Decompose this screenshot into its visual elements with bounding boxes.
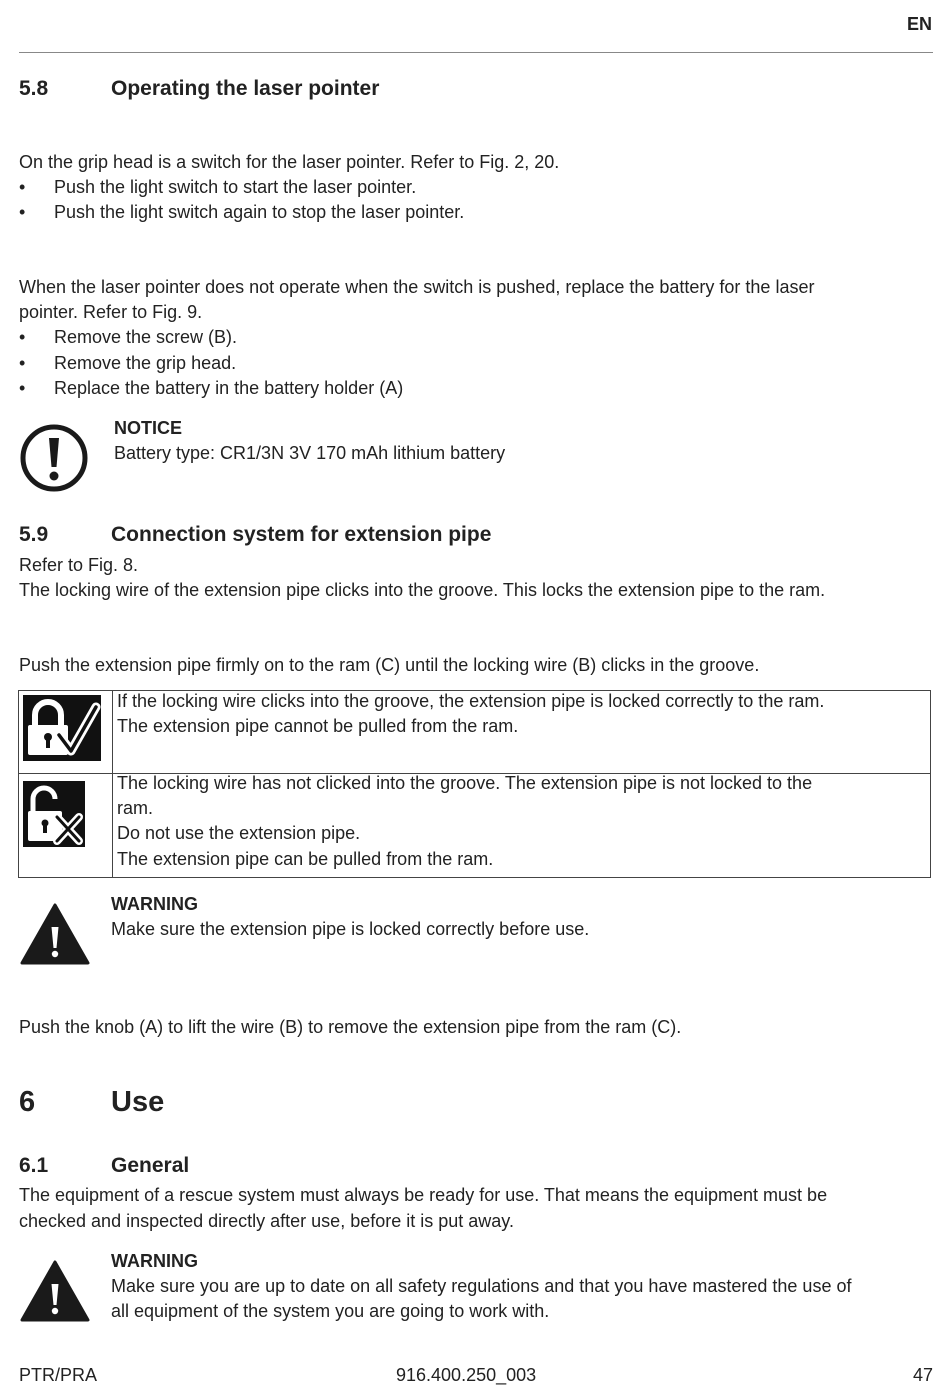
- section-number: 5.9: [19, 523, 49, 546]
- warning-label: WARNING: [111, 1251, 198, 1271]
- paragraph: The equipment of a rescue system must always be ready for use. That means the equipment must be: [19, 1185, 828, 1205]
- list-item: Replace the battery in the battery holder (A): [54, 378, 404, 398]
- bullet: •: [19, 177, 26, 197]
- warning-text: all equipment of the system you are going to work with.: [111, 1301, 550, 1321]
- section-number: 5.8: [19, 77, 49, 100]
- lock-closed-check-icon: [23, 695, 101, 761]
- footer-product: PTR/PRA: [19, 1365, 98, 1385]
- bullet: •: [19, 378, 26, 398]
- paragraph: On the grip head is a switch for the laser pointer. Refer to Fig. 2, 20.: [19, 152, 560, 172]
- notice-exclamation-icon: [19, 423, 89, 493]
- notice-label: NOTICE: [114, 418, 183, 438]
- warning-label: WARNING: [111, 894, 198, 914]
- list-item: Push the light switch to start the laser pointer.: [54, 177, 417, 197]
- paragraph: pointer. Refer to Fig. 9.: [19, 302, 203, 322]
- paragraph: When the laser pointer does not operate when the switch is pushed, replace the battery for the laser: [19, 277, 815, 297]
- warning-text: Make sure you are up to date on all safety regulations and that you have mastered the use of: [111, 1276, 852, 1296]
- table-cell-text: The locking wire has not clicked into the groove. The extension pipe is not locked to the: [117, 773, 813, 793]
- table-column-divider: [112, 691, 113, 877]
- chapter-number: 6: [19, 1086, 36, 1118]
- list-item: Push the light switch again to stop the laser pointer.: [54, 202, 465, 222]
- section-title: Operating the laser pointer: [111, 77, 380, 100]
- bullet: •: [19, 353, 26, 373]
- paragraph: checked and inspected directly after use, before it is put away.: [19, 1211, 514, 1231]
- bullet: •: [19, 202, 26, 222]
- table-cell-text: Do not use the extension pipe.: [117, 823, 361, 843]
- bullet: •: [19, 327, 26, 347]
- chapter-title: Use: [111, 1086, 165, 1118]
- section-title: General: [111, 1154, 190, 1177]
- list-item: Remove the grip head.: [54, 353, 237, 373]
- warning-triangle-icon: [20, 1260, 90, 1322]
- notice-text: Battery type: CR1/3N 3V 170 mAh lithium battery: [114, 443, 506, 463]
- paragraph: The locking wire of the extension pipe clicks into the groove. This locks the extension pipe to the ram.: [19, 580, 826, 600]
- paragraph: Push the extension pipe firmly on to the ram (C) until the locking wire (B) clicks in the groove.: [19, 655, 760, 675]
- table-cell-text: ram.: [117, 798, 153, 818]
- table-cell-text: If the locking wire clicks into the groove, the extension pipe is locked correctly to the ram.: [117, 691, 825, 711]
- table-cell-text: The extension pipe cannot be pulled from the ram.: [117, 716, 519, 736]
- section-number: 6.1: [19, 1154, 49, 1177]
- paragraph: Refer to Fig. 8.: [19, 555, 139, 575]
- section-title: Connection system for extension pipe: [111, 523, 492, 546]
- table-cell-text: The extension pipe can be pulled from the ram.: [117, 849, 494, 869]
- page-number: 47: [912, 1365, 933, 1385]
- header-rule: [19, 52, 933, 53]
- footer-doc-number: 916.400.250_003: [396, 1365, 537, 1385]
- warning-triangle-icon: [20, 903, 90, 965]
- language-code: EN: [906, 14, 932, 34]
- warning-text: Make sure the extension pipe is locked correctly before use.: [111, 919, 590, 939]
- paragraph: Push the knob (A) to lift the wire (B) to remove the extension pipe from the ram (C).: [19, 1017, 682, 1037]
- lock-open-cross-icon: [23, 781, 85, 847]
- list-item: Remove the screw (B).: [54, 327, 238, 347]
